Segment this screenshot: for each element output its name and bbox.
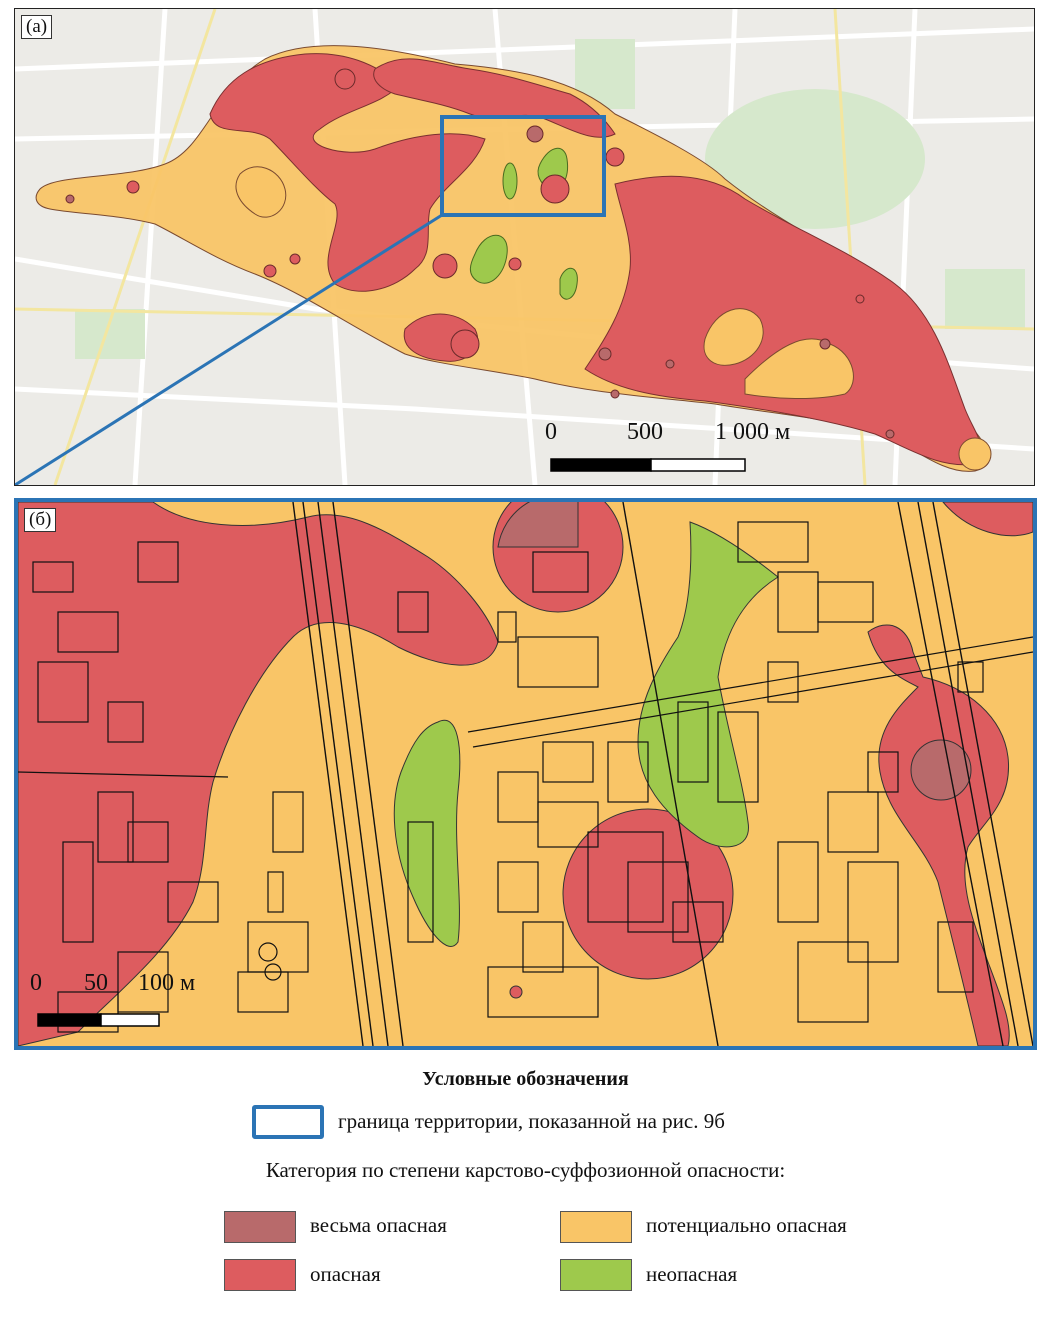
legend-category-heading: Категория по степени карстово-суффозионной опасности:	[265, 1158, 786, 1182]
zone-dangerous-small	[510, 986, 522, 998]
scale-b-zero: 0	[30, 970, 42, 996]
detail-map-panel	[14, 498, 1037, 1050]
panel-a-label: (а)	[21, 15, 52, 39]
panel-b-label: (б)	[24, 508, 56, 532]
legend-label-very-dangerous: весьма опасная	[310, 1213, 447, 1237]
scale-bar-a	[551, 459, 745, 471]
legend-swatch-very-dangerous	[224, 1211, 296, 1243]
legend-swatch-potentially-dangerous	[560, 1211, 632, 1243]
legend-swatch-dangerous	[224, 1259, 296, 1291]
scale-a-max: 1 000 м	[715, 419, 791, 445]
legend-boundary-swatch	[252, 1105, 324, 1139]
scale-a-mid: 500	[627, 419, 663, 445]
legend-label-dangerous: опасная	[310, 1262, 381, 1286]
scale-bar-b	[38, 1014, 159, 1026]
legend-label-not-dangerous: неопасная	[646, 1262, 738, 1286]
zone-potentially-dangerous-tip	[959, 438, 991, 470]
scale-b-mid: 50	[84, 970, 108, 996]
scale-a-zero: 0	[545, 419, 557, 445]
zone-not-dangerous-4	[503, 163, 517, 199]
legend-swatch-not-dangerous	[560, 1259, 632, 1291]
detail-map	[18, 502, 1033, 1046]
overview-map-panel	[14, 8, 1035, 486]
scale-b-max: 100 м	[138, 970, 196, 996]
legend-boundary-label: граница территории, показанной на рис. 9б	[338, 1109, 725, 1133]
legend-title: Условные обозначения	[422, 1068, 629, 1090]
zone-very-dangerous-east	[911, 740, 971, 800]
legend-label-potentially-dangerous: потенциально опасная	[646, 1213, 847, 1237]
overview-map	[15, 9, 1034, 485]
